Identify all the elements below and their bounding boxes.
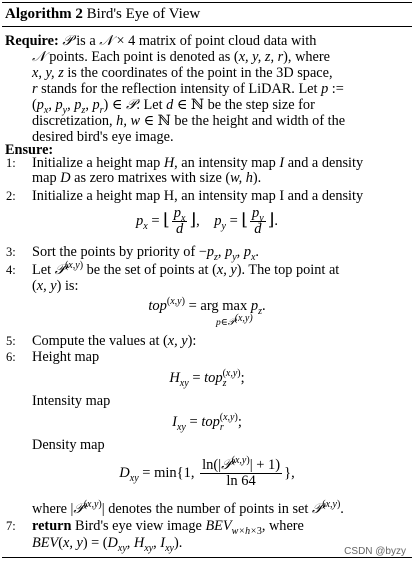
step-6-line-0: Height map [32,349,100,365]
require-line-6: desired bird's eye image. [32,129,174,145]
step-5-number: 5: [6,334,16,348]
top-rule [2,2,412,3]
step-1-line-0: Initialize a height map H, an intensity map I and a density [32,155,364,171]
density-map-label: Density map [32,437,105,453]
step-3-line-0: Sort the points by priority of $-p_z$, $p_y$, $p_x$. [32,244,259,263]
algorithm-header [5,6,200,22]
step-2-line-0: Initialize a height map H, an intensity map I and a density [32,188,364,204]
step-1-line-1: map D as zero matrixes with size (w, h). [32,170,262,186]
step-7-number: 7: [6,519,16,533]
equation-intensity: $I_{xy} = top_r^{(x,y)}$; [172,412,242,433]
step-4-line-1: (x, y) is: [32,278,79,294]
header-rule [2,26,412,27]
require-line-4: ($p_x$, $p_y$, $p_z$, $p_r$) ∈ 𝒫. Let d ∈ ℕ be the step size for [32,97,315,116]
algorithm-title: Bird's Eye of View [86,6,201,22]
equation-top: top$^{(x,y)}$ = arg $\max p_z$. [148,296,266,317]
step-5-line-0: Compute the values at (x, y): [32,333,197,349]
return-keyword: return [32,518,72,534]
where-note: where |𝒫$^{(x,y)}$| denotes the number of points in set 𝒫$^{(x,y)}$. [32,499,344,517]
require-line-2: x, y, z is the coordinates of the point in the 3D space, [32,65,333,81]
require-line-0: 𝒫 is a 𝒩 × 4 matrix of point cloud data with [62,33,317,49]
step-1-number: 1: [6,156,16,170]
step-4-number: 4: [6,263,16,277]
equation-discretize: $p_x$ = ⌊ $\frac{p_x}{d}$ ⌋, $p_y$ = ⌊ $\frac{p_y}{d}$ ⌋. [136,205,278,237]
step-3-number: 3: [6,245,16,259]
require-line-3: r stands for the reflection intensity of LiDAR. Let p := [32,81,344,97]
equation-height: $H_{xy} = top_z^{(x,y)}$; [169,368,245,389]
step-6-number: 6: [6,350,16,364]
step-2-number: 2: [6,189,16,203]
require-block [5,33,316,49]
require-line-1: 𝒩 points. Each point is denoted as (x, y, z, r), where [32,49,331,65]
equation-top-underset: p∈𝒫$^{(x,y)}$ [216,312,253,328]
ensure-keyword: Ensure: [5,142,54,158]
intensity-map-label: Intensity map [32,393,111,409]
require-line-5: discretization, h, w ∈ ℕ be the height and width of the [32,113,346,129]
step-4-line-0: Let 𝒫$^{(x,y)}$ be the set of points at (x, y). The top point at [32,260,340,278]
watermark: CSDN @byzy [344,546,406,557]
equation-density: $D_{xy} = \min\{1$, $\frac{\ln(|𝒫^{(x,y)}| + 1)}{\ln 64}$ }, [119,455,295,489]
bottom-rule [2,557,412,558]
step-7-line-0: return Bird's eye view image $BEV_{w\times h\times 3}$, where [32,518,304,537]
require-keyword: Require: [5,33,59,49]
step-7-line-1: BEV(x, $y) = (D_{xy}$, $H_{xy}$, $I_{xy}$). [32,535,183,554]
algorithm-label: Algorithm 2 [5,6,83,22]
